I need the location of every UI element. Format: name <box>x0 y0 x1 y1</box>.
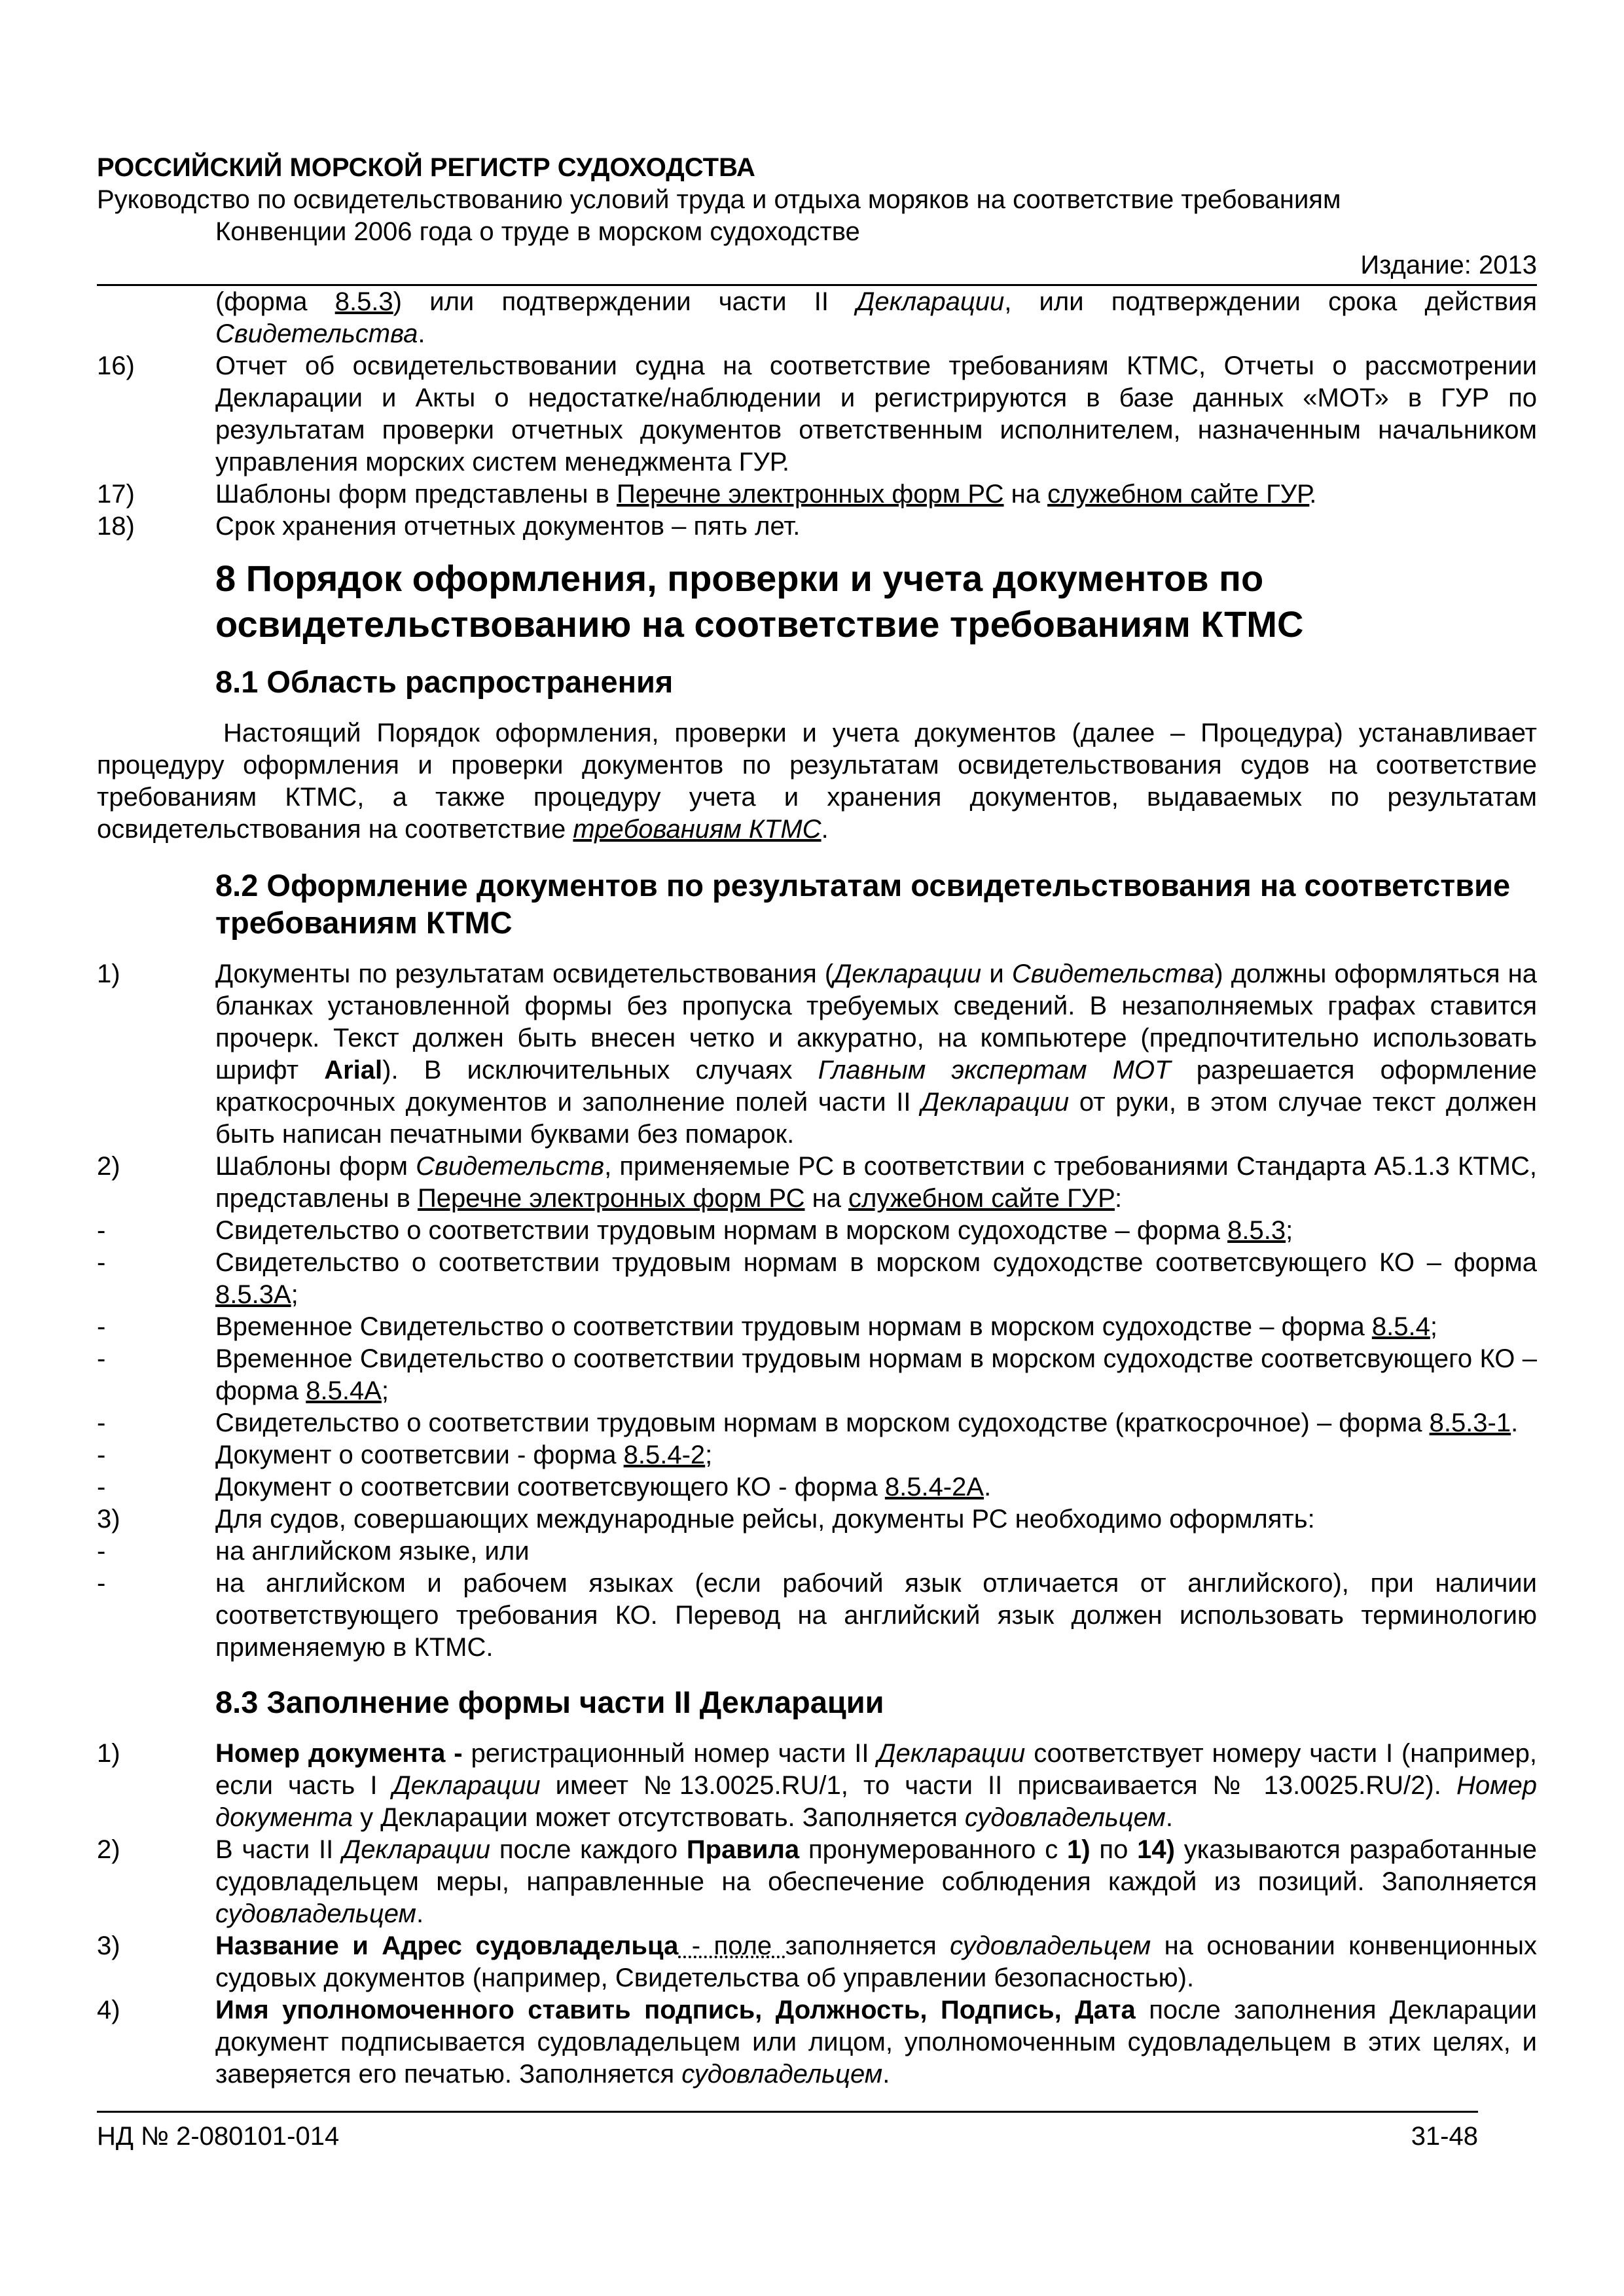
dash-marker: - <box>97 1473 106 1501</box>
section-8-1-paragraph: Настоящий Порядок оформления, проверки и учета документов (далее – Процедура) устанавливает процедуру оформления и проверки документов по результатам освидетельствования судов на соответствие требованиям КТМС, а также процедуру учета и хранения документов, выдаваемых по результатам освидетельствования на соответствие требованиям КТМС. <box>97 719 1537 844</box>
dash-marker: - <box>97 1216 106 1245</box>
item-text: на английском и рабочем языках (если рабочий язык отличается от английского), при наличии соответствующего требования КО. Перевод на английский язык должен использовать терминологию применяемую в КТМС. <box>215 1569 1537 1662</box>
item-number: 17) <box>97 480 135 509</box>
list-item <box>97 1930 1537 1994</box>
item-text: Свидетельство о соответствии трудовым нормам в морском судоходстве соответсвующего КО – форма 8.5.3А; <box>215 1248 1537 1309</box>
service-site-link[interactable]: служебном сайте ГУР <box>1047 480 1310 509</box>
list-item <box>97 1738 1537 1834</box>
dash-marker: - <box>97 1344 106 1373</box>
organization-name: РОССИЙСКИЙ МОРСКОЙ РЕГИСТР СУДОХОДСТВА <box>97 153 755 182</box>
dash-item <box>97 1568 1537 1664</box>
service-site-link[interactable]: служебном сайте ГУР <box>848 1184 1115 1213</box>
forms-list-link[interactable]: Перечне электронных форм РС <box>417 1184 805 1213</box>
section-8-1-heading: 8.1 Область распространения <box>215 664 674 699</box>
dash-marker: - <box>97 1312 106 1341</box>
form-link[interactable]: 8.5.4-2 <box>623 1441 706 1469</box>
dash-item <box>97 1439 1537 1471</box>
item-number: 2) <box>97 1152 120 1181</box>
dash-marker: - <box>97 1248 106 1277</box>
item-text: В части II Декларации после каждого Правила пронумерованного с 1) по 14) указываются разработанные судовладельцем меры, направленные на обеспечение соблюдения каждой из позиций. Заполняется судовладельцем. <box>215 1835 1537 1928</box>
item-number: 4) <box>97 1996 120 2024</box>
list-item <box>97 958 1537 1151</box>
item-number: 1) <box>97 960 120 988</box>
item-text: Имя уполномоченного ставить подпись, Должность, Подпись, Дата после заполнения Декларации документ подписывается судовладельцем или лицом, уполномоченным судовладельцем в этих целях, и заверяется его печатью. Заполняется судовладельцем. <box>215 1996 1537 2089</box>
list-item <box>97 1994 1537 2090</box>
form-link[interactable]: 8.5.4 <box>1371 1312 1430 1341</box>
item-text: Свидетельство о соответствии трудовым нормам в морском судоходстве (краткосрочное) – форма 8.5.3-1. <box>215 1408 1519 1437</box>
dash-item <box>97 1535 1537 1568</box>
list-item <box>97 511 1537 543</box>
item-number: 18) <box>97 512 135 541</box>
item-text: Шаблоны форм представлены в Перечне электронных форм РС на служебном сайте ГУР. <box>215 480 1317 509</box>
dash-item <box>97 1343 1537 1407</box>
page-header <box>97 152 1537 281</box>
item-text: Отчет об освидетельствовании судна на соответствие требованиям КТМС, Отчеты о рассмотрении Декларации и Акты о недостатке/наблюдении и регистрируются в базе данных «МОТ» в ГУР по результатам проверки отчетных документов ответственным исполнителем, назначенным начальником управления морских систем менеджмента ГУР. <box>215 351 1537 476</box>
page-number: 31-48 <box>1411 2122 1478 2151</box>
item-text: Для судов, совершающих международные рейсы, документы РС необходимо оформлять: <box>215 1505 1315 1534</box>
list-item <box>97 350 1537 478</box>
form-link[interactable]: 8.5.4-2А <box>884 1473 984 1501</box>
main-content <box>97 286 1537 2090</box>
form-link[interactable]: 8.5.4А <box>306 1376 382 1405</box>
item-text: Документ о соответсвии - форма 8.5.4-2; <box>215 1441 713 1469</box>
document-subtitle-line-1: Руководство по освидетельствованию условий труда и отдыха моряков на соответствие требованиям <box>97 185 1341 214</box>
dash-marker: - <box>97 1408 106 1437</box>
dash-marker: - <box>97 1569 106 1598</box>
form-link[interactable]: 8.5.3 <box>334 287 393 316</box>
list-item <box>97 1151 1537 1215</box>
item-text: Временное Свидетельство о соответствии трудовым нормам в морском судоходстве – форма 8.5.4; <box>215 1312 1437 1341</box>
item-text: Временное Свидетельство о соответствии трудовым нормам в морском судоходстве соответсвующего КО – форма 8.5.4А; <box>215 1344 1537 1405</box>
dash-item <box>97 1407 1537 1439</box>
edition-label: Издание: 2013 <box>1360 251 1537 279</box>
section-8-2-heading: 8.2 Оформление документов по результатам освидетельствования на соответствие требованиям КТМС <box>215 868 1511 940</box>
document-number: НД № 2-080101-014 <box>97 2122 340 2151</box>
dash-marker: - <box>97 1441 106 1469</box>
form-link[interactable]: 8.5.3 <box>1227 1216 1286 1245</box>
item-number: 16) <box>97 351 135 380</box>
item-number: 2) <box>97 1835 120 1864</box>
item-text: Срок хранения отчетных документов – пять лет. <box>215 512 801 541</box>
dash-item <box>97 1247 1537 1311</box>
item-number: 1) <box>97 1739 120 1768</box>
item-text: Свидетельство о соответствии трудовым нормам в морском судоходстве – форма 8.5.3; <box>215 1216 1293 1245</box>
section-8-heading: 8 Порядок оформления, проверки и учета документов по освидетельствованию на соответствие требованиям КТМС <box>215 558 1304 645</box>
item-text: Номер документа - регистрационный номер части II Декларации соответствует номеру части I (например, если часть I Декларации имеет №13.0025.RU/1, то части II присваивается № 13.0025.RU/2). Номер документа у Декларации может отсутствовать. Заполняется судовладельцем. <box>215 1739 1537 1832</box>
page-footer <box>97 2121 1478 2153</box>
requirements-link[interactable]: требованиям КТМС <box>573 815 821 844</box>
item-text: Шаблоны форм Свидетельств, применяемые РС в соответствии с требованиями Стандарта А5.1.3 КТМС, представлены в Перечне электронных форм РС на служебном сайте ГУР: <box>215 1152 1537 1213</box>
item-text: Название и Адрес судовладельца - поле заполняется судовладельцем на основании конвенционных судовых документов (например, Свидетельства об управлении безопасностью). <box>215 1931 1538 1992</box>
section-8-3-heading: 8.3 Заполнение формы части II Декларации <box>215 1685 884 1719</box>
item-number: 3) <box>97 1931 120 1960</box>
dash-item <box>97 1471 1537 1503</box>
dash-item <box>97 1215 1537 1247</box>
list-item <box>97 1834 1537 1930</box>
footer-divider <box>97 2111 1478 2113</box>
document-subtitle-line-2: Конвенции 2006 года о труде в морском судоходстве <box>215 217 860 246</box>
forms-list-link[interactable]: Перечне электронных форм РС <box>617 480 1004 509</box>
list-item <box>97 1503 1537 1535</box>
item-number: 3) <box>97 1505 120 1534</box>
form-link[interactable]: 8.5.3-1 <box>1429 1408 1511 1437</box>
item-text: Документы по результатам освидетельствования (Декларации и Свидетельства) должны оформляться на бланках установленной формы без пропуска требуемых сведений. В незаполняемых графах ставится прочерк. Текст должен быть внесен четко и аккуратно, на компьютере (предпочтительно использовать шрифт Arial). В исключительных случаях Главным экспертам МОТ разрешается оформление краткосрочных документов и заполнение полей части II Декларации от руки, в этом случае текст должен быть написан печатными буквами без помарок. <box>215 960 1538 1149</box>
item-text: Документ о соответсвии соответсвующего КО - форма 8.5.4-2А. <box>215 1473 992 1501</box>
item-text: на английском языке, или <box>215 1537 530 1566</box>
dash-item <box>97 1311 1537 1343</box>
dash-marker: - <box>97 1537 106 1566</box>
list-item-continuation: (форма 8.5.3) или подтверждении части II Декларации, или подтверждении срока действия Свидетельства. <box>215 287 1537 348</box>
form-link[interactable]: 8.5.3А <box>215 1280 291 1309</box>
list-item <box>97 478 1537 511</box>
